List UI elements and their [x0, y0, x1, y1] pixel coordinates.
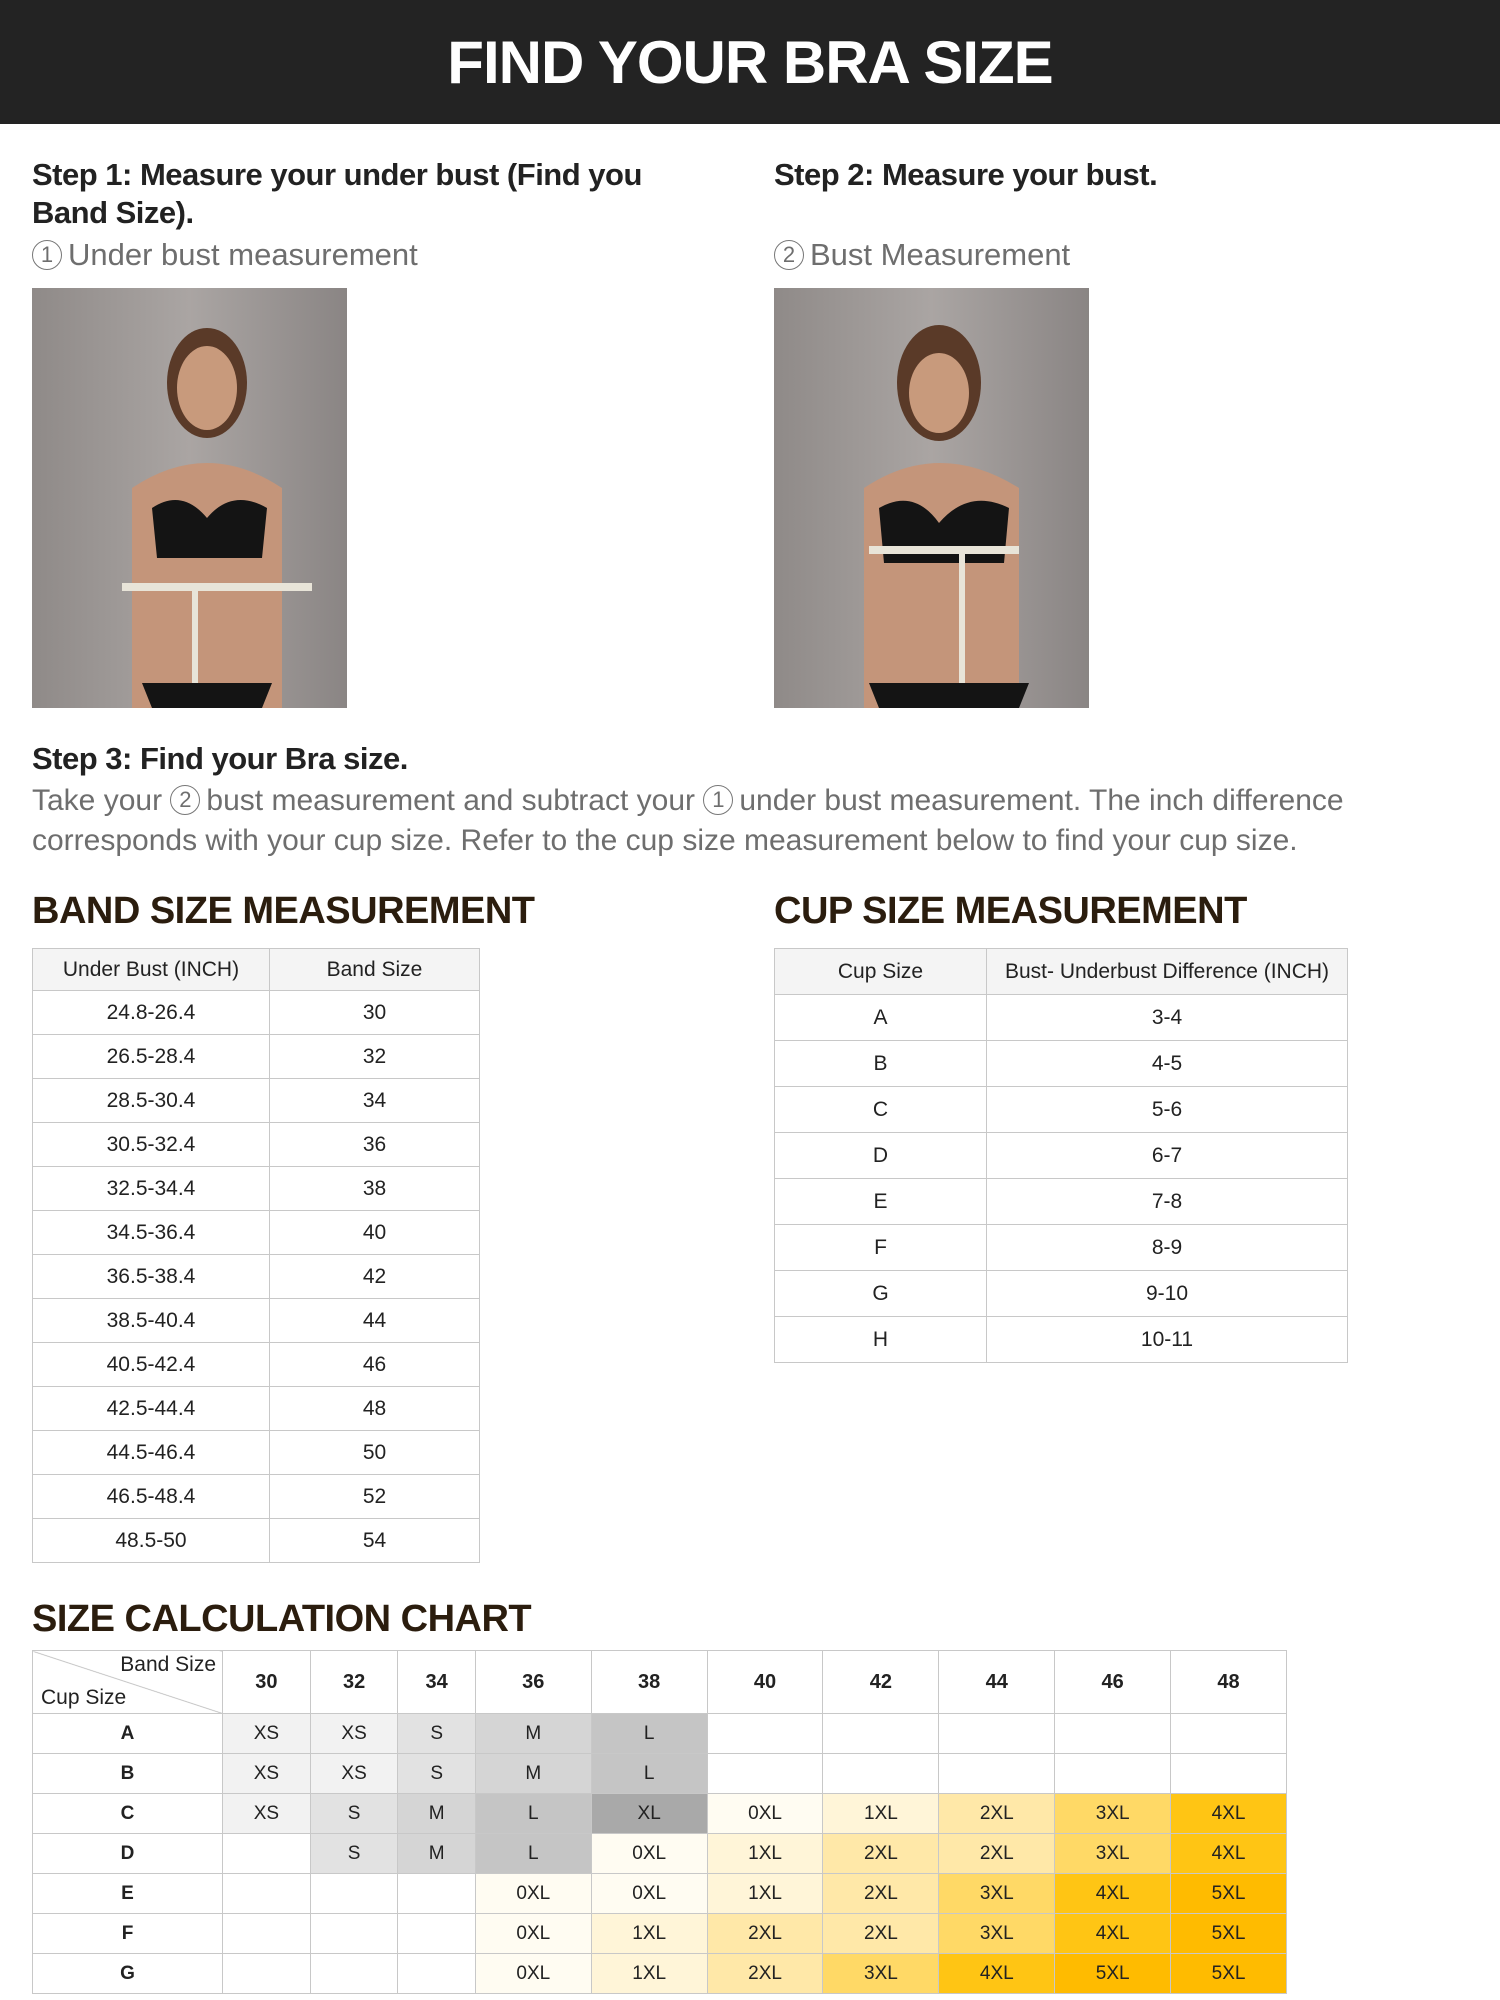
size-cell: 3XL: [939, 1914, 1055, 1954]
table-row: [33, 1874, 1287, 1914]
table-cell: 48: [270, 1387, 480, 1431]
table-cell: 6-7: [987, 1133, 1348, 1179]
table-cell: 40.5-42.4: [33, 1343, 270, 1387]
size-cell: [223, 1914, 311, 1954]
size-cell: 1XL: [823, 1794, 939, 1834]
cup-size-table: [774, 948, 1348, 1363]
circled-number-1: 1: [703, 785, 733, 815]
table-cell: 34.5-36.4: [33, 1211, 270, 1255]
table-cell: D: [775, 1133, 987, 1179]
table-cell: 32: [270, 1035, 480, 1079]
table-row: [33, 1387, 480, 1431]
table-cell: 24.8-26.4: [33, 991, 270, 1035]
table-row: [33, 1794, 1287, 1834]
size-cell: 2XL: [707, 1914, 823, 1954]
step3-title: Step 3: Find your Bra size.: [32, 741, 408, 776]
band-size-table: [32, 948, 480, 1563]
table-row: [775, 1133, 1348, 1179]
size-cell: [1055, 1754, 1171, 1794]
size-chart-heading: SIZE CALCULATION CHART: [32, 1598, 532, 1640]
cup-label: G: [33, 1954, 223, 1994]
table-row: [33, 1343, 480, 1387]
cup-label: F: [33, 1914, 223, 1954]
size-cell: XS: [310, 1754, 398, 1794]
size-cell: 3XL: [939, 1874, 1055, 1914]
step3-text-b: bust measurement and subtract your: [206, 784, 696, 817]
band-header: 46: [1055, 1651, 1171, 1714]
column-header: Cup Size: [775, 949, 987, 995]
size-cell: [223, 1874, 311, 1914]
table-row: [33, 1914, 1287, 1954]
size-cell: L: [475, 1794, 591, 1834]
size-cell: S: [310, 1794, 398, 1834]
column-header: Under Bust (INCH): [33, 949, 270, 991]
page-header: [0, 0, 1500, 124]
table-cell: 3-4: [987, 995, 1348, 1041]
table-row: [33, 1834, 1287, 1874]
cup-label: D: [33, 1834, 223, 1874]
table-row: [33, 1519, 480, 1563]
header-row: [33, 1651, 1287, 1714]
size-cell: [310, 1914, 398, 1954]
table-cell: 40: [270, 1211, 480, 1255]
band-size-heading: BAND SIZE MEASUREMENT: [32, 890, 535, 932]
table-cell: 50: [270, 1431, 480, 1475]
table-row: [775, 1179, 1348, 1225]
band-header: 44: [939, 1651, 1055, 1714]
table-cell: 36.5-38.4: [33, 1255, 270, 1299]
table-row: [775, 1087, 1348, 1133]
step1-label-text: Under bust measurement: [68, 237, 418, 272]
header-row: [775, 949, 1348, 995]
size-cell: 1XL: [707, 1834, 823, 1874]
band-header: 48: [1171, 1651, 1287, 1714]
size-cell: 4XL: [1171, 1794, 1287, 1834]
table-cell: A: [775, 995, 987, 1041]
table-cell: 10-11: [987, 1317, 1348, 1363]
table-cell: 30.5-32.4: [33, 1123, 270, 1167]
size-cell: 5XL: [1171, 1874, 1287, 1914]
table-row: [775, 1225, 1348, 1271]
table-cell: 48.5-50: [33, 1519, 270, 1563]
table-cell: 46: [270, 1343, 480, 1387]
table-cell: 32.5-34.4: [33, 1167, 270, 1211]
table-row: [33, 991, 480, 1035]
step1-title: Step 1: Measure your under bust (Find you Band Size).: [32, 157, 642, 230]
table-cell: 54: [270, 1519, 480, 1563]
underbust-photo: [32, 288, 347, 708]
table-cell: 28.5-30.4: [33, 1079, 270, 1123]
band-header: 42: [823, 1651, 939, 1714]
column-header: Bust- Underbust Difference (INCH): [987, 949, 1348, 995]
cup-label: E: [33, 1874, 223, 1914]
table-cell: 44.5-46.4: [33, 1431, 270, 1475]
size-cell: 5XL: [1171, 1954, 1287, 1994]
size-cell: XS: [223, 1714, 311, 1754]
step3-text-c: under bust measurement. The inch difference corresponds with your cup size. Refer to the cup size measurement below to find your cup size.: [32, 784, 1344, 857]
table-row: [33, 1167, 480, 1211]
table-cell: 44: [270, 1299, 480, 1343]
band-header: 40: [707, 1651, 823, 1714]
size-cell: [707, 1754, 823, 1794]
size-cell: 2XL: [939, 1794, 1055, 1834]
table-row: [33, 1079, 480, 1123]
size-cell: 2XL: [823, 1834, 939, 1874]
table-cell: 38: [270, 1167, 480, 1211]
cup-label: A: [33, 1714, 223, 1754]
size-cell: [398, 1954, 475, 1994]
column-header: Band Size: [270, 949, 480, 991]
size-cell: M: [475, 1754, 591, 1794]
size-cell: 0XL: [475, 1914, 591, 1954]
circled-number-1: 1: [32, 240, 62, 270]
table-row: [33, 1754, 1287, 1794]
size-cell: [1055, 1714, 1171, 1754]
table-cell: 9-10: [987, 1271, 1348, 1317]
size-cell: [1171, 1754, 1287, 1794]
size-cell: 2XL: [823, 1874, 939, 1914]
size-cell: [823, 1754, 939, 1794]
band-header: 30: [223, 1651, 311, 1714]
size-cell: [310, 1874, 398, 1914]
size-cell: [1171, 1714, 1287, 1754]
bust-photo: [774, 288, 1089, 708]
corner-cell: [33, 1651, 223, 1714]
table-row: [33, 1954, 1287, 1994]
table-cell: H: [775, 1317, 987, 1363]
size-cell: [939, 1714, 1055, 1754]
table-cell: E: [775, 1179, 987, 1225]
step2-label: [774, 236, 1070, 274]
size-cell: 1XL: [591, 1914, 707, 1954]
size-cell: S: [310, 1834, 398, 1874]
size-cell: XL: [591, 1794, 707, 1834]
cup-size-heading: CUP SIZE MEASUREMENT: [774, 890, 1247, 932]
table-cell: 42.5-44.4: [33, 1387, 270, 1431]
table-cell: 52: [270, 1475, 480, 1519]
size-cell: 2XL: [823, 1914, 939, 1954]
size-cell: 1XL: [707, 1874, 823, 1914]
size-cell: XS: [223, 1794, 311, 1834]
size-cell: 3XL: [1055, 1834, 1171, 1874]
corner-band-label: Band Size: [120, 1653, 216, 1676]
table-row: [775, 1317, 1348, 1363]
size-cell: 4XL: [939, 1954, 1055, 1994]
size-cell: L: [591, 1754, 707, 1794]
table-cell: 8-9: [987, 1225, 1348, 1271]
table-cell: 36: [270, 1123, 480, 1167]
header-row: [33, 949, 480, 991]
corner-cup-label: Cup Size: [41, 1686, 127, 1709]
table-row: [775, 995, 1348, 1041]
size-cell: 5XL: [1055, 1954, 1171, 1994]
size-cell: 0XL: [707, 1794, 823, 1834]
size-cell: 4XL: [1055, 1874, 1171, 1914]
table-row: [775, 1041, 1348, 1087]
size-cell: 1XL: [591, 1954, 707, 1994]
table-row: [33, 1431, 480, 1475]
table-cell: C: [775, 1087, 987, 1133]
table-cell: 42: [270, 1255, 480, 1299]
size-cell: [398, 1914, 475, 1954]
table-cell: 46.5-48.4: [33, 1475, 270, 1519]
size-cell: 2XL: [939, 1834, 1055, 1874]
size-cell: 4XL: [1055, 1914, 1171, 1954]
step3-text-a: Take your: [32, 784, 163, 817]
size-cell: 4XL: [1171, 1834, 1287, 1874]
table-row: [33, 1255, 480, 1299]
size-cell: [939, 1754, 1055, 1794]
size-cell: 0XL: [475, 1954, 591, 1994]
band-header: 34: [398, 1651, 475, 1714]
table-row: [33, 1211, 480, 1255]
cup-label: C: [33, 1794, 223, 1834]
step2-title: Step 2: Measure your bust.: [774, 157, 1158, 192]
size-cell: [223, 1954, 311, 1994]
size-cell: [223, 1834, 311, 1874]
size-cell: 0XL: [475, 1874, 591, 1914]
size-cell: S: [398, 1754, 475, 1794]
size-cell: 3XL: [1055, 1794, 1171, 1834]
step2-label-text: Bust Measurement: [810, 237, 1071, 272]
table-row: [33, 1299, 480, 1343]
circled-number-2: 2: [170, 785, 200, 815]
band-header: 36: [475, 1651, 591, 1714]
size-cell: [707, 1714, 823, 1754]
size-cell: 2XL: [707, 1954, 823, 1994]
size-cell: 5XL: [1171, 1914, 1287, 1954]
page-title: FIND YOUR BRA SIZE: [447, 28, 1053, 96]
size-cell: 0XL: [591, 1834, 707, 1874]
size-cell: [398, 1874, 475, 1914]
size-cell: M: [398, 1834, 475, 1874]
table-row: [33, 1035, 480, 1079]
size-cell: 3XL: [823, 1954, 939, 1994]
table-row: [33, 1123, 480, 1167]
table-cell: 34: [270, 1079, 480, 1123]
circled-number-2: 2: [774, 240, 804, 270]
table-row: [33, 1475, 480, 1519]
table-cell: F: [775, 1225, 987, 1271]
table-cell: 26.5-28.4: [33, 1035, 270, 1079]
size-cell: [823, 1714, 939, 1754]
band-header: 38: [591, 1651, 707, 1714]
size-cell: M: [398, 1794, 475, 1834]
size-cell: S: [398, 1714, 475, 1754]
table-cell: G: [775, 1271, 987, 1317]
table-cell: 4-5: [987, 1041, 1348, 1087]
table-cell: 30: [270, 991, 480, 1035]
table-cell: 38.5-40.4: [33, 1299, 270, 1343]
step1-label: [32, 236, 418, 274]
band-header: 32: [310, 1651, 398, 1714]
table-row: [33, 1714, 1287, 1754]
size-cell: L: [591, 1714, 707, 1754]
size-cell: M: [475, 1714, 591, 1754]
table-cell: 7-8: [987, 1179, 1348, 1225]
table-cell: 5-6: [987, 1087, 1348, 1133]
table-cell: B: [775, 1041, 987, 1087]
table-row: [775, 1271, 1348, 1317]
size-calculation-table: [32, 1650, 1287, 1994]
size-cell: [310, 1954, 398, 1994]
size-cell: XS: [310, 1714, 398, 1754]
size-cell: 0XL: [591, 1874, 707, 1914]
step3-instructions: [32, 781, 1472, 861]
size-cell: L: [475, 1834, 591, 1874]
size-cell: XS: [223, 1754, 311, 1794]
cup-label: B: [33, 1754, 223, 1794]
